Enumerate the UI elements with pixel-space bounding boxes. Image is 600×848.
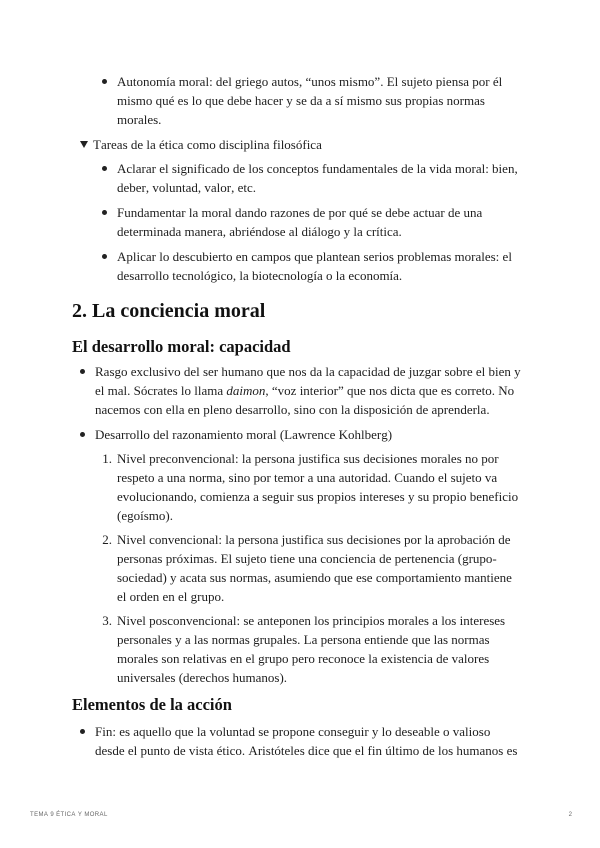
numbered-item-nivel bbox=[102, 611, 521, 687]
toggle-label: Tareas de la ética como disciplina filosófica bbox=[93, 136, 322, 152]
toggle-heading-tareas bbox=[93, 135, 527, 154]
bullet-item-tarea bbox=[117, 247, 521, 285]
bullet-icon bbox=[102, 79, 107, 84]
bullet-item-tarea bbox=[117, 159, 521, 197]
bullet-icon bbox=[102, 254, 107, 259]
triangle-down-icon bbox=[80, 141, 88, 148]
numbered-item-text: Nivel posconvencional: se anteponen los principios morales a los intereses personales y a las normas grupales. La persona entiende que las normas morales son relativas en el grupo pero reconoce la existencia de valores universales (derechos humanos). bbox=[117, 612, 506, 685]
numbered-item-text: Nivel preconvencional: la persona justifica sus decisiones morales no por respeto a una norma, sino por temor a una autoridad. Cuando el sujeto va evolucionando, comienza a seguir sus propios intereses y su propio beneficio (egoísmo). bbox=[117, 450, 519, 523]
numbered-item-text: Nivel convencional: la persona justifica sus decisiones por la aprobación de personas próximas. El sujeto tiene una conciencia de pertenencia (grupo-sociedad) y acata sus normas, asumiendo que ese comportamiento mantiene el orden en el grupo. bbox=[117, 531, 512, 604]
list-number: 2. bbox=[102, 531, 112, 547]
bullet-item-text: Fundamentar la moral dando razones de por qué se debe actuar de una determinada manera, abriéndose al diálogo y la crítica. bbox=[117, 204, 483, 239]
bullet-item-rasgo bbox=[95, 362, 527, 419]
numbered-item-nivel bbox=[102, 530, 521, 606]
list-number: 3. bbox=[102, 612, 112, 628]
page-number: 2 bbox=[568, 812, 572, 818]
bullet-item-text: Aplicar lo descubierto en campos que plantean serios problemas morales: el desarrollo tecnológico, la biotecnología o la economía. bbox=[117, 248, 512, 283]
bullet-item-fin bbox=[95, 722, 520, 760]
bullet-icon bbox=[80, 729, 85, 734]
bullet-item-autonomia bbox=[117, 72, 521, 129]
bullet-item-tarea bbox=[117, 203, 521, 241]
bullet-item-text: Autonomía moral: del griego autos, “unos mismo”. El sujeto piensa por él mismo qué es lo que debe hacer y se da a sí mismo sus propias normas morales. bbox=[117, 74, 503, 127]
bullet-icon bbox=[102, 210, 107, 215]
subsection-heading-desarrollo: El desarrollo moral: capacidad bbox=[72, 337, 291, 356]
italic-term: daimon bbox=[226, 382, 266, 398]
bullet-item-text: Fin: es aquello que la voluntad se propone conseguir y lo deseable o valioso desde el punto de vista ético. Aristóteles dice que el fin último de los humanos es bbox=[95, 723, 518, 758]
text-run: Rasgo exclusivo del ser humano que nos da la capacidad de juzgar sobre el bien y el mal. Sócrates lo llama bbox=[95, 363, 521, 398]
bullet-icon bbox=[80, 432, 85, 437]
section-heading: 2. La conciencia moral bbox=[72, 300, 266, 322]
text-run: , “voz interior” que nos dicta que es correto. No nacemos con ella en pleno desarrollo, sino con la disposición de aprenderla. bbox=[95, 382, 515, 417]
numbered-item-nivel bbox=[102, 449, 521, 525]
bullet-item-text: Aclarar el significado de los conceptos fundamentales de la vida moral: bien, deber, voluntad, valor, etc. bbox=[117, 160, 518, 195]
bullet-item-kohlberg bbox=[95, 425, 527, 444]
footer-title: TEMA 9 ÉTICA Y MORAL bbox=[30, 812, 108, 818]
subsection-heading-elementos: Elementos de la acción bbox=[72, 695, 232, 714]
bullet-item-text bbox=[95, 364, 521, 417]
bullet-icon bbox=[102, 166, 107, 171]
bullet-item-text: Desarrollo del razonamiento moral (Lawrence Kohlberg) bbox=[95, 426, 393, 442]
bullet-icon bbox=[80, 369, 85, 374]
list-number: 1. bbox=[102, 450, 112, 466]
